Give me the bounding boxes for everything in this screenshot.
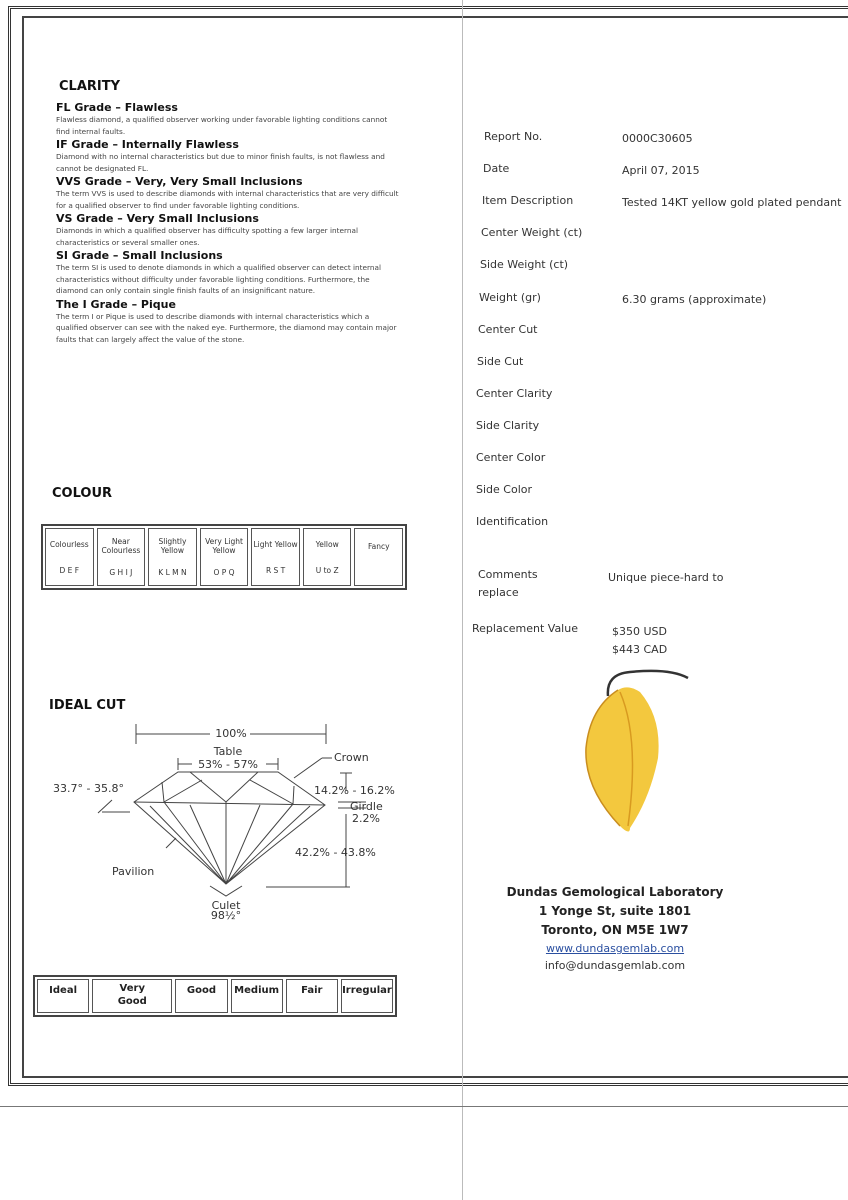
colour-letters: D E F: [59, 565, 80, 575]
colour-name: Yellow: [315, 539, 339, 549]
report-row-label: Center Color: [476, 451, 546, 464]
replacement-label: Replacement Value: [472, 622, 578, 635]
grade-si: [56, 249, 401, 297]
grade-heading: FL Grade – Flawless: [56, 101, 178, 114]
crown-pct: 14.2% - 16.2%: [314, 784, 395, 797]
pendant-photo: [570, 668, 710, 838]
report-row-label: Side Clarity: [476, 418, 540, 432]
colour-cell: [148, 528, 197, 586]
report-row-label: Side Weight (ct): [480, 258, 569, 272]
colour-scale-table: [41, 524, 407, 590]
cut-grade-table: [33, 975, 397, 1017]
comments-label-cont: replace: [478, 586, 519, 599]
report-row-label: Side Cut: [477, 354, 524, 368]
clarity-title: CLARITY: [59, 79, 121, 94]
colour-cell: [97, 528, 146, 586]
cut-grade-cell: Ideal: [37, 979, 89, 1013]
colour-letters: O P Q: [213, 567, 235, 577]
colour-letters: K L M N: [158, 567, 187, 577]
colour-title: COLOUR: [52, 486, 113, 501]
report-row-label: Item Description: [482, 194, 574, 208]
crown-angle: 33.7° - 35.8°: [53, 782, 124, 795]
grade-text: The term I or Pique is used to describe diamonds with internal characteristics which a qualified observer can see with the naked eye. Furthermore, the diamond may contain major faults that can largely affect the value of the stone.: [56, 311, 397, 344]
replacement-cad: $443 CAD: [612, 643, 668, 656]
grade-heading: IF Grade – Internally Flawless: [56, 138, 239, 151]
colour-letters: G H I J: [109, 567, 133, 577]
cut-grade-cell: Very Good: [92, 979, 172, 1013]
girdle-pct: 2.2%: [352, 812, 380, 825]
report-row-label: Date: [483, 162, 510, 176]
grade-text: Diamond with no internal characteristics but due to minor finish faults, is not flawless and cannot be designated FL.: [56, 152, 385, 173]
cut-title: IDEAL CUT: [49, 698, 126, 713]
pavilion-pct: 42.2% - 43.8%: [295, 846, 376, 859]
total-width-label: 100%: [215, 727, 247, 740]
comments-value: Unique piece-hard to: [608, 571, 724, 584]
report-row-label: Identification: [476, 515, 549, 529]
report-row-label: Side Color: [476, 483, 533, 497]
report-row-label: Center Clarity: [476, 386, 553, 400]
lab-name: Dundas Gemological Laboratory: [506, 885, 724, 899]
page-edge: [0, 1106, 848, 1107]
cut-grade-cell: Irregular: [341, 979, 393, 1013]
cut-grade-cell: Good: [175, 979, 227, 1013]
colour-name: Near Colourless: [101, 537, 141, 556]
report-row-label: Center Cut: [478, 322, 538, 336]
table-pct: 53% - 57%: [198, 758, 258, 771]
colour-name: Fancy: [367, 541, 390, 551]
lab-email[interactable]: info@dundasgemlab.com: [544, 959, 686, 972]
colour-cell: [45, 528, 94, 586]
grade-text: The term VVS is used to describe diamonds with internal characteristics that are very difficult for a qualified observer to find under favorable lighting conditions.: [56, 189, 399, 210]
grade-if: [56, 138, 401, 174]
lab-address2: Toronto, ON M5E 1W7: [541, 923, 689, 937]
girdle-label: Girdle: [350, 800, 383, 813]
colour-name: Colourless: [49, 539, 89, 549]
grade-vvs: [56, 175, 401, 211]
lab-info: [470, 883, 760, 974]
crown-label: Crown: [334, 751, 369, 764]
grade-heading: VS Grade – Very Small Inclusions: [56, 212, 259, 225]
report-row-label: Center Weight (ct): [481, 226, 583, 240]
colour-cell: [251, 528, 300, 586]
report-row-value: 6.30 grams (approximate): [622, 292, 767, 306]
cut-grade-cell: Medium: [231, 979, 283, 1013]
colour-name: Very Light Yellow: [205, 537, 243, 556]
clarity-section: [56, 101, 401, 345]
comments-label: Comments: [478, 568, 538, 581]
colour-letters: R S T: [265, 565, 286, 575]
colour-name: Slightly Yellow: [158, 537, 187, 556]
colour-name: Light Yellow: [253, 539, 298, 549]
colour-letters: U to Z: [315, 565, 339, 575]
grade-heading: SI Grade – Small Inclusions: [56, 249, 223, 262]
report-row-value: April 07, 2015: [622, 164, 700, 178]
lab-address1: 1 Yonge St, suite 1801: [538, 904, 692, 918]
report-row-value: 0000C30605: [622, 132, 693, 145]
table-label: Table: [213, 745, 243, 758]
culet-value: 98½°: [210, 909, 242, 920]
grade-heading: The I Grade – Pique: [56, 297, 176, 311]
cut-grade-cell: Fair: [286, 979, 338, 1013]
grade-text: Flawless diamond, a qualified observer working under favorable lighting conditions cannot find internal faults.: [56, 115, 388, 136]
grade-fl: [56, 101, 401, 137]
culet-label: Culet: [211, 899, 241, 912]
colour-cell: [200, 528, 249, 586]
grade-text: The term SI is used to denote diamonds in which a qualified observer can detect internal characteristics without difficulty under favorable lighting conditions. Furthermore, the diamond can only contain single finish faults of an insignificant nature.: [56, 263, 382, 295]
replacement-usd: $350 USD: [612, 625, 667, 638]
lab-website-link[interactable]: www.dundasgemlab.com: [545, 942, 685, 955]
colour-cell: [303, 528, 352, 586]
grade-i: [56, 298, 401, 346]
report-row-label: Report No.: [484, 130, 543, 143]
colour-cell: [354, 528, 403, 586]
diamond-diagram: [40, 720, 410, 920]
report-row-value: Tested 14KT yellow gold plated pendant: [622, 196, 842, 210]
grade-text: Diamonds in which a qualified observer has difficulty spotting a few larger internal characteristics or several smaller ones.: [56, 226, 359, 247]
grade-heading: VVS Grade – Very, Very Small Inclusions: [56, 175, 303, 188]
page-fold: [462, 0, 463, 1200]
pavilion-label: Pavilion: [112, 865, 155, 878]
report-row-label: Weight (gr): [479, 290, 541, 304]
grade-vs: [56, 212, 401, 248]
